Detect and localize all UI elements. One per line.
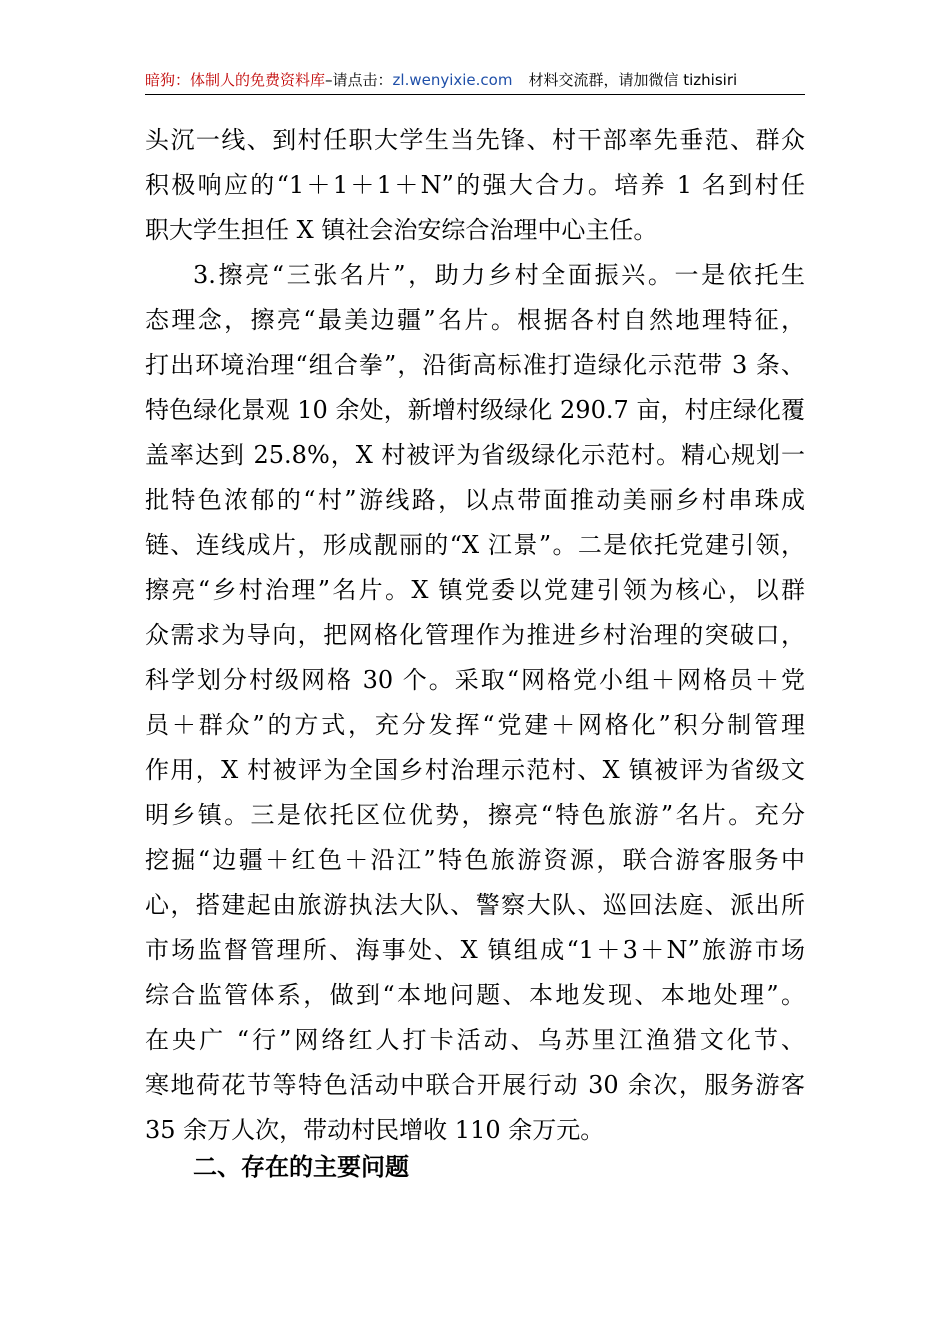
body-line: 心，搭建起由旅游执法大队、警察大队、巡回法庭、派出所 [145,891,805,919]
body-line: 态理念，擦亮“最美边疆”名片。根据各村自然地理特征， [145,306,805,334]
body-line: 链、连线成片，形成靓丽的“X 江景”。二是依托党建引领， [145,531,805,559]
section-heading: 二、存在的主要问题 [193,1153,409,1181]
body-line: 明乡镇。三是依托区位优势，擦亮“特色旅游”名片。充分 [145,801,805,829]
body-line: 众需求为导向，把网格化管理作为推进乡村治理的突破口， [145,621,805,649]
body-line: 作用，X 村被评为全国乡村治理示范村、X 镇被评为省级文 [145,756,805,784]
body-line: 3.擦亮“三张名片”，助力乡村全面振兴。一是依托生 [193,261,805,289]
page-header [145,68,805,95]
body-line: 特色绿化景观 10 余处，新增村级绿化 290.7 亩，村庄绿化覆 [145,396,805,424]
body-line: 挖掘“边疆＋红色＋沿江”特色旅游资源，联合游客服务中 [145,846,805,874]
document-body [145,118,805,1153]
body-line: 积极响应的“1＋1＋1＋N”的强大合力。培养 1 名到村任 [145,171,805,199]
body-line: 市场监督管理所、海事处、X 镇组成“1＋3＋N”旅游市场 [145,936,805,964]
body-line: 职大学生担任 X 镇社会治安综合治理中心主任。 [145,216,658,244]
body-line: 盖率达到 25.8%，X 村被评为省级绿化示范村。精心规划一 [145,441,805,469]
header-brand: 暗狗：体制人的免费资料库 [145,71,326,89]
body-line: 批特色浓郁的“村”游线路，以点带面推动美丽乡村串珠成 [145,486,805,514]
body-line: 综合监管体系，做到“本地问题、本地发现、本地处理”。 [145,981,805,1009]
body-line: 头沉一线、到村任职大学生当先锋、村干部率先垂范、群众 [145,126,805,154]
header-url-link[interactable]: zl.wenyixie.com [392,71,513,89]
body-line: 员＋群众”的方式，充分发挥“党建＋网格化”积分制管理 [145,711,805,739]
body-line: 35 余万人次，带动村民增收 110 余万元。 [145,1116,605,1144]
body-line: 擦亮“乡村治理”名片。X 镇党委以党建引领为核心，以群 [145,576,805,604]
header-contact: 材料交流群，请加微信 tizhisiri [528,71,738,89]
header-click-prefix: –请点击： [325,71,393,89]
body-line: 科学划分村级网格 30 个。采取“网格党小组＋网格员＋党 [145,666,805,694]
body-line: 寒地荷花节等特色活动中联合开展行动 30 余次，服务游客 [145,1071,805,1099]
body-line: 打出环境治理“组合拳”，沿街高标准打造绿化示范带 3 条、 [145,351,805,379]
body-line: 在央广 “行”网络红人打卡活动、乌苏里江渔猎文化节、 [145,1026,805,1054]
